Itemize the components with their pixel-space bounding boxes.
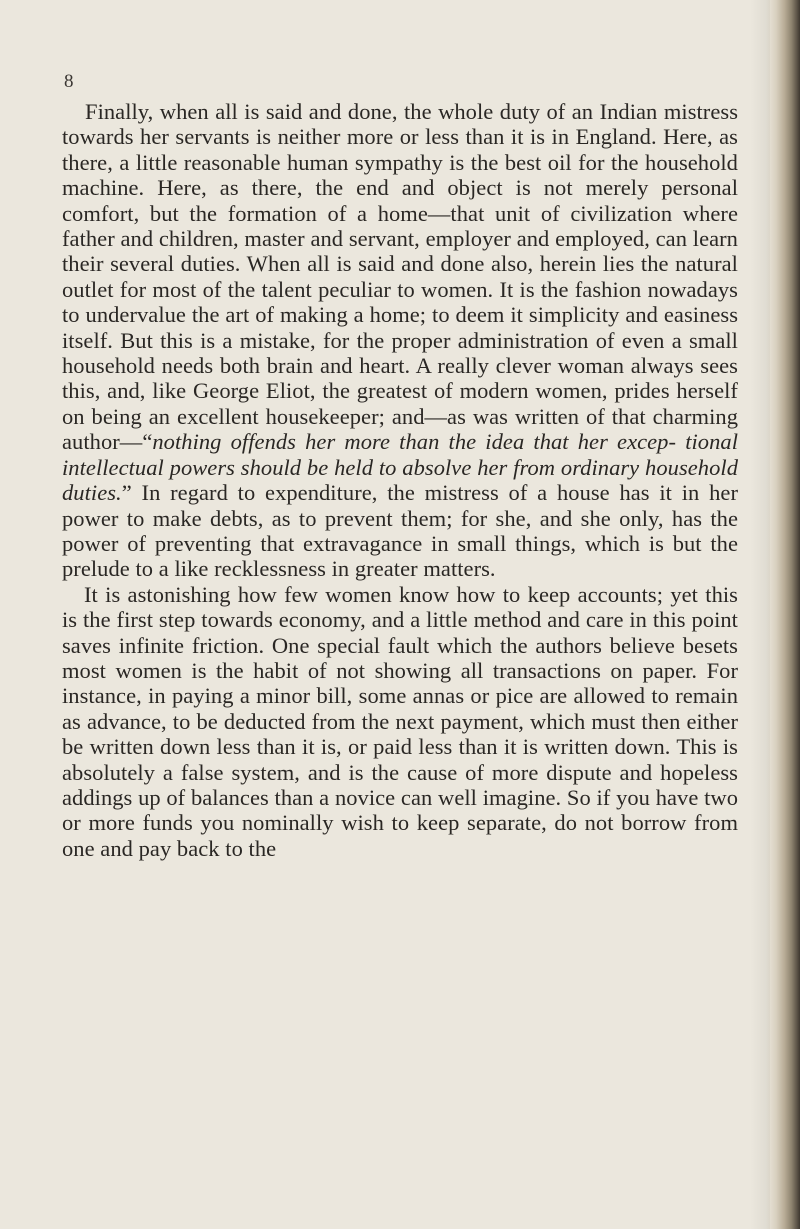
text-line: ” In regard to expenditure, the (121, 480, 415, 506)
text-line: mistress of a house has it in her power to make debts, as to (62, 480, 738, 531)
text-line: Finally, when all is said and done, the whole duty of an Indian (85, 99, 658, 124)
text-line: heart. A really clever woman always sees this, and, like George (62, 353, 738, 404)
paragraph (62, 582, 738, 861)
page-number: 8 (64, 71, 74, 92)
text-line: like recklessness in greater matters. (174, 556, 496, 582)
text-line: some annas or pice are allowed to remain as advance, to be (62, 683, 738, 734)
text-line: England. Here, as there, a little reasonable human sympathy is (62, 124, 738, 175)
text-line: to keep separate, do not borrow from one and pay back to the (62, 810, 738, 861)
text-line: simplicity and easiness itself. But this is a mistake, for the proper (62, 302, 738, 353)
text-line: It is astonishing how few women know how to keep accounts; (84, 581, 664, 607)
text-line: excellent housekeeper; and—as was written of that charming (177, 403, 738, 429)
text-line: home—that unit of civilization where father and children, master (62, 200, 738, 252)
text-line: outlet for most of the talent peculiar to women. It is the fashion (62, 276, 642, 302)
quote-italic: tional intellectual powers should be held to absolve her from (62, 429, 738, 480)
text-line: This is absolutely a false system, and is the cause of more dispute (62, 734, 738, 785)
quote-italic: ordinary household duties. (62, 454, 738, 506)
text-line: nowadays to undervalue the art of making a home; to deem it (62, 276, 738, 328)
body-text (62, 99, 738, 861)
quote-italic: nothing offends her more than the idea that her excep- (152, 429, 677, 455)
text-line: mistress towards her servants is neither more or less than it is in (62, 99, 738, 150)
text-line: yet this is the first step towards economy, and a little method and (62, 581, 738, 633)
paragraph (62, 99, 738, 582)
text-line: and object is not merely personal comfort, but the formation of a (62, 175, 739, 226)
text-line: imagine. So if you have two or more funds you nominally wish (62, 784, 738, 836)
text-line: deducted from the next payment, which must then either be (62, 708, 738, 760)
text-line: administration of even a small household needs both brain and (62, 327, 738, 379)
text-line: the best oil for the household machine. Here, as there, the end (62, 149, 738, 201)
text-line: Eliot, the greatest of modern women, prides herself on being an (62, 378, 738, 429)
text-line: and hopeless addings up of balances than a novice can well (62, 759, 738, 810)
text-line: duties. When all is said and done also, herein lies the natural (180, 251, 738, 277)
book-binding-edge (766, 0, 800, 1229)
text-line: all transactions on paper. For instance, in paying a minor bill, (62, 657, 738, 709)
text-line: author—“ (62, 429, 153, 455)
text-line: the authors believe besets most women is the habit of not showing (62, 632, 738, 683)
text-line: and servant, employer and employed, can learn their several (62, 226, 738, 277)
text-line: care in this point saves infinite friction. One special fault which (62, 607, 738, 658)
text-line: that extravagance in small things, which is but the prelude to a (62, 530, 738, 582)
text-line: written down less than it is, or paid less than it is written down. (89, 734, 671, 760)
text-line: prevent them; for she, and she only, has the power of preventing (62, 505, 739, 556)
